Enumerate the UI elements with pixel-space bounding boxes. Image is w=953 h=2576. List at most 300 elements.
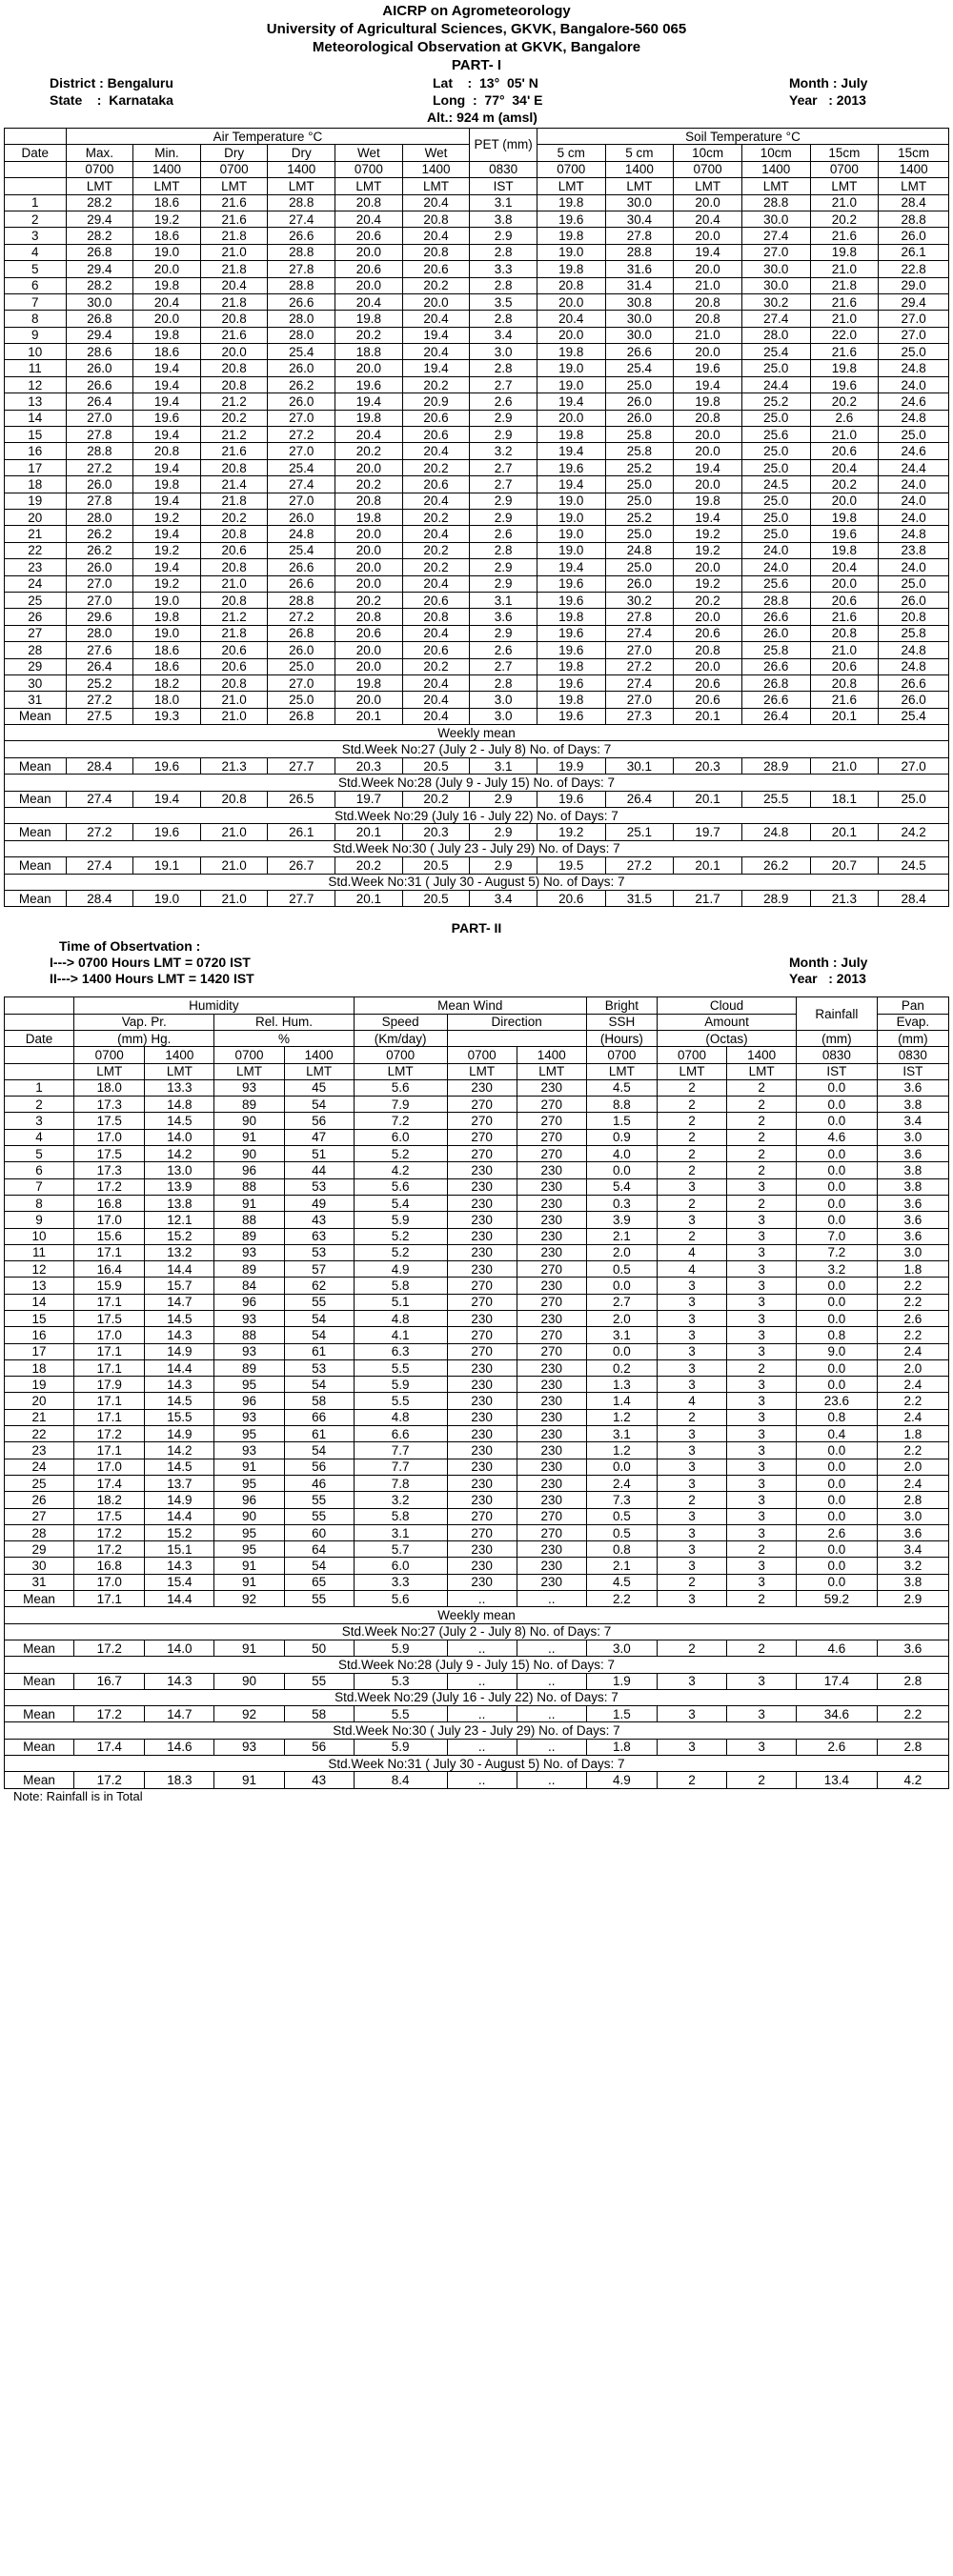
- value-cell: 19.0: [537, 244, 605, 260]
- table-row: [5, 1311, 949, 1327]
- value-cell: 19.4: [402, 360, 470, 376]
- value-cell: 230: [447, 1195, 517, 1211]
- value-cell: 53: [284, 1244, 354, 1260]
- value-cell: 270: [517, 1327, 586, 1343]
- value-cell: 230: [447, 1409, 517, 1425]
- value-cell: 25.0: [268, 692, 335, 708]
- value-cell: 270: [447, 1146, 517, 1162]
- value-cell: 89: [214, 1097, 284, 1113]
- value-cell: 25.0: [741, 410, 810, 426]
- value-cell: 3.8: [877, 1097, 948, 1113]
- observation-time-i: I---> 0700 Hours LMT = 0720 IST: [50, 955, 251, 971]
- value-cell: 21.6: [200, 211, 268, 227]
- p1-zone-cell: LMT: [879, 178, 949, 194]
- value-cell: 19.8: [537, 609, 605, 625]
- std-week-label: Std.Week No:28 (July 9 - July 15) No. of Days: 7: [5, 1657, 949, 1673]
- value-cell: 270: [447, 1524, 517, 1540]
- value-cell: 19.4: [674, 244, 742, 260]
- mean-value: 20.3: [674, 757, 742, 774]
- mean-value: 20.2: [335, 857, 403, 874]
- value-cell: 2: [727, 1097, 797, 1113]
- value-cell: 20.2: [402, 542, 470, 558]
- value-cell: 25.0: [879, 344, 949, 360]
- mean-value: 26.5: [268, 791, 335, 807]
- table-row: [5, 459, 949, 475]
- value-cell: 22.0: [810, 327, 879, 343]
- value-cell: 230: [447, 1079, 517, 1096]
- value-cell: 17.5: [74, 1113, 145, 1129]
- value-cell: 2.9: [470, 559, 537, 575]
- table-row: [5, 674, 949, 691]
- table-row: [5, 194, 949, 211]
- mean-value: 27.7: [268, 757, 335, 774]
- value-cell: 27.4: [741, 228, 810, 244]
- value-cell: 15.4: [145, 1574, 214, 1590]
- value-cell: 19.8: [335, 674, 403, 691]
- mean-value: 26.1: [268, 824, 335, 840]
- value-cell: 24.6: [879, 393, 949, 410]
- date-cell: 7: [5, 293, 67, 310]
- mean-value: 13.4: [797, 1772, 877, 1788]
- value-cell: 3: [727, 1475, 797, 1491]
- value-cell: 3: [657, 1524, 726, 1540]
- header-line-2: University of Agricultural Sciences, GKVK, Bangalore-560 065: [266, 21, 687, 37]
- value-cell: 21.0: [200, 244, 268, 260]
- value-cell: 20.0: [335, 360, 403, 376]
- mean-value: 3: [657, 1673, 726, 1689]
- value-cell: 27.2: [268, 427, 335, 443]
- value-cell: 5.6: [354, 1079, 447, 1096]
- latitude-label: Lat : 13° 05' N: [433, 75, 538, 91]
- mean-value: 27.2: [605, 857, 674, 874]
- value-cell: 30.4: [605, 211, 674, 227]
- value-cell: 0.5: [586, 1508, 657, 1524]
- date-cell: 25: [5, 1475, 74, 1491]
- mean-label: Mean: [5, 1706, 74, 1722]
- value-cell: 270: [517, 1261, 586, 1278]
- mean-value: 25.5: [741, 791, 810, 807]
- value-cell: 230: [447, 1212, 517, 1228]
- mean-value: 43: [284, 1772, 354, 1788]
- table-row: [5, 244, 949, 260]
- table-row: [5, 410, 949, 426]
- mean-value: 21.3: [810, 890, 879, 906]
- value-cell: 3.2: [797, 1261, 877, 1278]
- value-cell: 30.0: [741, 277, 810, 293]
- bright-header: Bright: [586, 997, 657, 1014]
- value-cell: 19.4: [537, 393, 605, 410]
- value-cell: 1.8: [877, 1426, 948, 1442]
- date-cell: 15: [5, 1311, 74, 1327]
- value-cell: 24.8: [879, 360, 949, 376]
- value-cell: 14.5: [145, 1393, 214, 1409]
- value-cell: 21.0: [200, 692, 268, 708]
- value-cell: 270: [517, 1113, 586, 1129]
- value-cell: 0.0: [797, 1195, 877, 1211]
- value-cell: 28.2: [66, 194, 133, 211]
- value-cell: 25.4: [741, 344, 810, 360]
- value-cell: 17.9: [74, 1377, 145, 1393]
- value-cell: 19.4: [674, 509, 742, 525]
- value-cell: 0.0: [797, 1508, 877, 1524]
- value-cell: 88: [214, 1327, 284, 1343]
- value-cell: 29.4: [66, 261, 133, 277]
- date-cell: 8: [5, 1195, 74, 1211]
- mean-value: 91: [214, 1640, 284, 1656]
- value-cell: 3: [727, 1244, 797, 1260]
- value-cell: 20.6: [402, 427, 470, 443]
- value-cell: 14.0: [145, 1129, 214, 1145]
- date-cell: 22: [5, 542, 67, 558]
- value-cell: 2.6: [470, 642, 537, 658]
- value-cell: 20.0: [335, 277, 403, 293]
- value-cell: 25.0: [605, 376, 674, 392]
- value-cell: 3: [657, 1377, 726, 1393]
- value-cell: 2.6: [470, 526, 537, 542]
- value-cell: 24.8: [879, 642, 949, 658]
- value-cell: 21.6: [810, 609, 879, 625]
- mean-value: 5.5: [354, 1706, 447, 1722]
- mean-value: 20.5: [402, 890, 470, 906]
- value-cell: 27.2: [268, 609, 335, 625]
- mean-value: 1.5: [586, 1706, 657, 1722]
- value-cell: 19.8: [537, 228, 605, 244]
- value-cell: 270: [447, 1508, 517, 1524]
- value-cell: 93: [214, 1079, 284, 1096]
- table-row: [5, 1129, 949, 1145]
- value-cell: 91: [214, 1195, 284, 1211]
- value-cell: 0.8: [797, 1327, 877, 1343]
- date-cell: 29: [5, 658, 67, 674]
- mean-value: ..: [517, 1739, 586, 1755]
- mean-value: 19.1: [133, 857, 201, 874]
- soil-15cm-0700-header: 15cm: [810, 145, 879, 161]
- value-cell: 13.9: [145, 1178, 214, 1195]
- mean-value: 3.0: [586, 1640, 657, 1656]
- longitude-label: Long : 77° 34' E: [433, 92, 543, 108]
- value-cell: 26.8: [66, 244, 133, 260]
- value-cell: 3: [727, 1311, 797, 1327]
- mean-value: 26.8: [268, 708, 335, 724]
- value-cell: 5.2: [354, 1228, 447, 1244]
- value-cell: 0.0: [797, 1377, 877, 1393]
- mean-value: 20.1: [674, 791, 742, 807]
- p1-time-cell: 0700: [335, 161, 403, 177]
- value-cell: 19.8: [133, 327, 201, 343]
- value-cell: 14.9: [145, 1426, 214, 1442]
- value-cell: 0.5: [586, 1524, 657, 1540]
- p1-zone-cell: IST: [470, 178, 537, 194]
- value-cell: 7.2: [354, 1113, 447, 1129]
- date-cell: 22: [5, 1426, 74, 1442]
- value-cell: 20.0: [537, 293, 605, 310]
- value-cell: 24.0: [879, 559, 949, 575]
- date-cell: 18: [5, 1359, 74, 1376]
- value-cell: 20.8: [402, 244, 470, 260]
- table-row: [5, 228, 949, 244]
- mean-label: Mean: [5, 824, 67, 840]
- value-cell: 3: [727, 1377, 797, 1393]
- mean-value: 14.6: [145, 1739, 214, 1755]
- p2-zone-cell: LMT: [586, 1063, 657, 1079]
- value-cell: 20.8: [537, 277, 605, 293]
- mean-value: 14.0: [145, 1640, 214, 1656]
- value-cell: 20.4: [335, 211, 403, 227]
- table-row: [5, 293, 949, 310]
- value-cell: 2.4: [586, 1475, 657, 1491]
- p2-zone-cell: LMT: [284, 1063, 354, 1079]
- value-cell: 88: [214, 1178, 284, 1195]
- value-cell: 3.1: [586, 1327, 657, 1343]
- value-cell: 230: [447, 1492, 517, 1508]
- value-cell: 28.8: [66, 443, 133, 459]
- value-cell: 230: [517, 1244, 586, 1260]
- value-cell: 3: [727, 1343, 797, 1359]
- value-cell: 270: [517, 1343, 586, 1359]
- value-cell: 4.6: [797, 1129, 877, 1145]
- mean-value: 27.7: [268, 890, 335, 906]
- value-cell: 26.6: [66, 376, 133, 392]
- value-cell: 230: [517, 1492, 586, 1508]
- value-cell: 2.8: [470, 360, 537, 376]
- date-cell: 4: [5, 1129, 74, 1145]
- value-cell: 3: [657, 1178, 726, 1195]
- value-cell: 2.6: [810, 410, 879, 426]
- p2-zones-blank: [5, 1063, 74, 1079]
- value-cell: 20.4: [402, 493, 470, 509]
- mean-value: 16.7: [74, 1673, 145, 1689]
- mean-value: 20.4: [402, 708, 470, 724]
- value-cell: 26.0: [605, 410, 674, 426]
- value-cell: 0.0: [797, 1574, 877, 1590]
- value-cell: 25.8: [605, 427, 674, 443]
- std-week-label: Std.Week No:31 ( July 30 - August 5) No. of Days: 7: [5, 1756, 949, 1772]
- value-cell: 3: [657, 1442, 726, 1459]
- value-cell: 270: [447, 1343, 517, 1359]
- table-row: [5, 327, 949, 343]
- date-cell: 10: [5, 1228, 74, 1244]
- value-cell: 19.6: [133, 410, 201, 426]
- value-cell: 2.8: [470, 542, 537, 558]
- value-cell: 2.9: [470, 493, 537, 509]
- value-cell: 20.6: [810, 592, 879, 608]
- value-cell: 5.4: [354, 1195, 447, 1211]
- value-cell: 13.7: [145, 1475, 214, 1491]
- date-cell: 2: [5, 1097, 74, 1113]
- p2-header-blank-2: [5, 1014, 74, 1030]
- evap-header: Evap.: [877, 1014, 948, 1030]
- value-cell: 3.1: [470, 194, 537, 211]
- value-cell: 26.0: [268, 509, 335, 525]
- mean-value: 20.1: [674, 708, 742, 724]
- p2-time-cell: 1400: [284, 1047, 354, 1063]
- value-cell: 19.2: [674, 542, 742, 558]
- mean-value: 28.9: [741, 890, 810, 906]
- value-cell: 96: [214, 1294, 284, 1310]
- value-cell: 20.0: [133, 311, 201, 327]
- value-cell: 0.0: [797, 1558, 877, 1574]
- mean-value: 26.2: [741, 857, 810, 874]
- value-cell: 19.0: [537, 360, 605, 376]
- value-cell: 29.4: [66, 211, 133, 227]
- value-cell: 20.0: [674, 261, 742, 277]
- value-cell: 19.6: [537, 575, 605, 592]
- table-row: [5, 1492, 949, 1508]
- value-cell: 4.1: [354, 1327, 447, 1343]
- std-week-label: Std.Week No:31 ( July 30 - August 5) No. of Days: 7: [5, 874, 949, 890]
- value-cell: 0.3: [586, 1195, 657, 1211]
- value-cell: 26.4: [66, 393, 133, 410]
- mean-value: 50: [284, 1640, 354, 1656]
- mean-value: 20.2: [402, 791, 470, 807]
- value-cell: 21.6: [810, 228, 879, 244]
- value-cell: 0.8: [797, 1409, 877, 1425]
- value-cell: 2.6: [470, 393, 537, 410]
- date-cell: 25: [5, 592, 67, 608]
- value-cell: 95: [214, 1377, 284, 1393]
- soil-5cm-0700-header: 5 cm: [537, 145, 605, 161]
- date-cell: 6: [5, 1162, 74, 1178]
- mean-value: 92: [214, 1706, 284, 1722]
- value-cell: 19.4: [133, 459, 201, 475]
- value-cell: 30.2: [605, 592, 674, 608]
- value-cell: 20.6: [335, 625, 403, 641]
- value-cell: 20.0: [335, 658, 403, 674]
- value-cell: 3.0: [877, 1129, 948, 1145]
- value-cell: 3: [727, 1508, 797, 1524]
- value-cell: 0.0: [797, 1492, 877, 1508]
- p2-zone-cell: LMT: [214, 1063, 284, 1079]
- p1-zone-cell: LMT: [335, 178, 403, 194]
- value-cell: 26.6: [268, 293, 335, 310]
- mean-value: 2.8: [877, 1739, 948, 1755]
- value-cell: 19.8: [810, 509, 879, 525]
- weekly-mean-row: [5, 824, 949, 840]
- weekly-mean-row: [5, 1772, 949, 1788]
- value-cell: 28.8: [268, 277, 335, 293]
- speed-header: Speed: [354, 1014, 447, 1030]
- mean-value: 19.6: [537, 791, 605, 807]
- table-row: [5, 1244, 949, 1260]
- value-cell: 20.0: [200, 344, 268, 360]
- value-cell: 14.3: [145, 1377, 214, 1393]
- value-cell: 7.7: [354, 1442, 447, 1459]
- value-cell: 22.8: [879, 261, 949, 277]
- value-cell: 61: [284, 1426, 354, 1442]
- value-cell: 30.0: [605, 327, 674, 343]
- value-cell: 21.2: [200, 609, 268, 625]
- value-cell: 14.4: [145, 1359, 214, 1376]
- value-cell: 27.8: [66, 493, 133, 509]
- value-cell: 20.2: [200, 410, 268, 426]
- value-cell: 3: [657, 1558, 726, 1574]
- value-cell: 2.9: [470, 427, 537, 443]
- value-cell: 3: [727, 1178, 797, 1195]
- value-cell: 20.8: [200, 311, 268, 327]
- value-cell: 27.0: [741, 244, 810, 260]
- value-cell: 24.8: [879, 410, 949, 426]
- value-cell: 1.8: [877, 1261, 948, 1278]
- p2-zone-cell: LMT: [727, 1063, 797, 1079]
- mean-value: 3.1: [470, 757, 537, 774]
- value-cell: 26.0: [879, 228, 949, 244]
- date-cell: 1: [5, 1079, 74, 1096]
- mean-value: 55: [284, 1591, 354, 1607]
- value-cell: 25.0: [741, 459, 810, 475]
- weekly-mean-row: [5, 757, 949, 774]
- p1-time-cell: 0700: [200, 161, 268, 177]
- value-cell: 3: [727, 1426, 797, 1442]
- value-cell: 20.6: [335, 228, 403, 244]
- date-cell: 31: [5, 692, 67, 708]
- value-cell: 3.4: [470, 327, 537, 343]
- mean-value: 14.4: [145, 1591, 214, 1607]
- value-cell: 26.0: [879, 592, 949, 608]
- value-cell: 49: [284, 1195, 354, 1211]
- value-cell: 2.4: [877, 1475, 948, 1491]
- value-cell: 3: [727, 1261, 797, 1278]
- value-cell: 25.0: [605, 476, 674, 493]
- value-cell: 5.5: [354, 1393, 447, 1409]
- value-cell: 230: [517, 1228, 586, 1244]
- value-cell: 25.0: [879, 575, 949, 592]
- value-cell: 230: [517, 1212, 586, 1228]
- value-cell: 4: [657, 1244, 726, 1260]
- mean-value: 3.0: [470, 708, 537, 724]
- value-cell: 23.8: [879, 542, 949, 558]
- value-cell: 18.6: [133, 228, 201, 244]
- value-cell: 270: [447, 1327, 517, 1343]
- vapour-pressure-header: Vap. Pr.: [74, 1014, 214, 1030]
- date-cell: 12: [5, 376, 67, 392]
- p2-time-cell: 0700: [586, 1047, 657, 1063]
- value-cell: 230: [517, 1475, 586, 1491]
- date-cell: 24: [5, 575, 67, 592]
- value-cell: 14.2: [145, 1442, 214, 1459]
- dry-bulb-0700-header: Dry: [200, 145, 268, 161]
- value-cell: 45: [284, 1079, 354, 1096]
- value-cell: 27.8: [605, 228, 674, 244]
- value-cell: 44: [284, 1162, 354, 1178]
- value-cell: 230: [447, 1228, 517, 1244]
- value-cell: 28.8: [268, 244, 335, 260]
- p2-time-cell: 0700: [657, 1047, 726, 1063]
- value-cell: 26.1: [879, 244, 949, 260]
- value-cell: 2: [657, 1409, 726, 1425]
- value-cell: 91: [214, 1129, 284, 1145]
- value-cell: 17.2: [74, 1178, 145, 1195]
- value-cell: 26.8: [268, 625, 335, 641]
- value-cell: 16.8: [74, 1195, 145, 1211]
- value-cell: 21.0: [810, 311, 879, 327]
- altitude-label: Alt.: 924 m (amsl): [427, 110, 537, 125]
- value-cell: 2.8: [470, 311, 537, 327]
- value-cell: 19.6: [810, 526, 879, 542]
- std-week-label: Std.Week No:27 (July 2 - July 8) No. of Days: 7: [5, 741, 949, 757]
- evap-unit-header: (mm): [877, 1030, 948, 1046]
- value-cell: 19.8: [810, 244, 879, 260]
- mean-value: 3: [727, 1706, 797, 1722]
- table-row: [5, 1377, 949, 1393]
- value-cell: 4.0: [586, 1146, 657, 1162]
- value-cell: 20.6: [810, 658, 879, 674]
- value-cell: 27.0: [268, 674, 335, 691]
- value-cell: 3.2: [877, 1558, 948, 1574]
- mean-value: 20.1: [810, 708, 879, 724]
- value-cell: 20.0: [402, 293, 470, 310]
- value-cell: 17.5: [74, 1311, 145, 1327]
- value-cell: 27.2: [66, 459, 133, 475]
